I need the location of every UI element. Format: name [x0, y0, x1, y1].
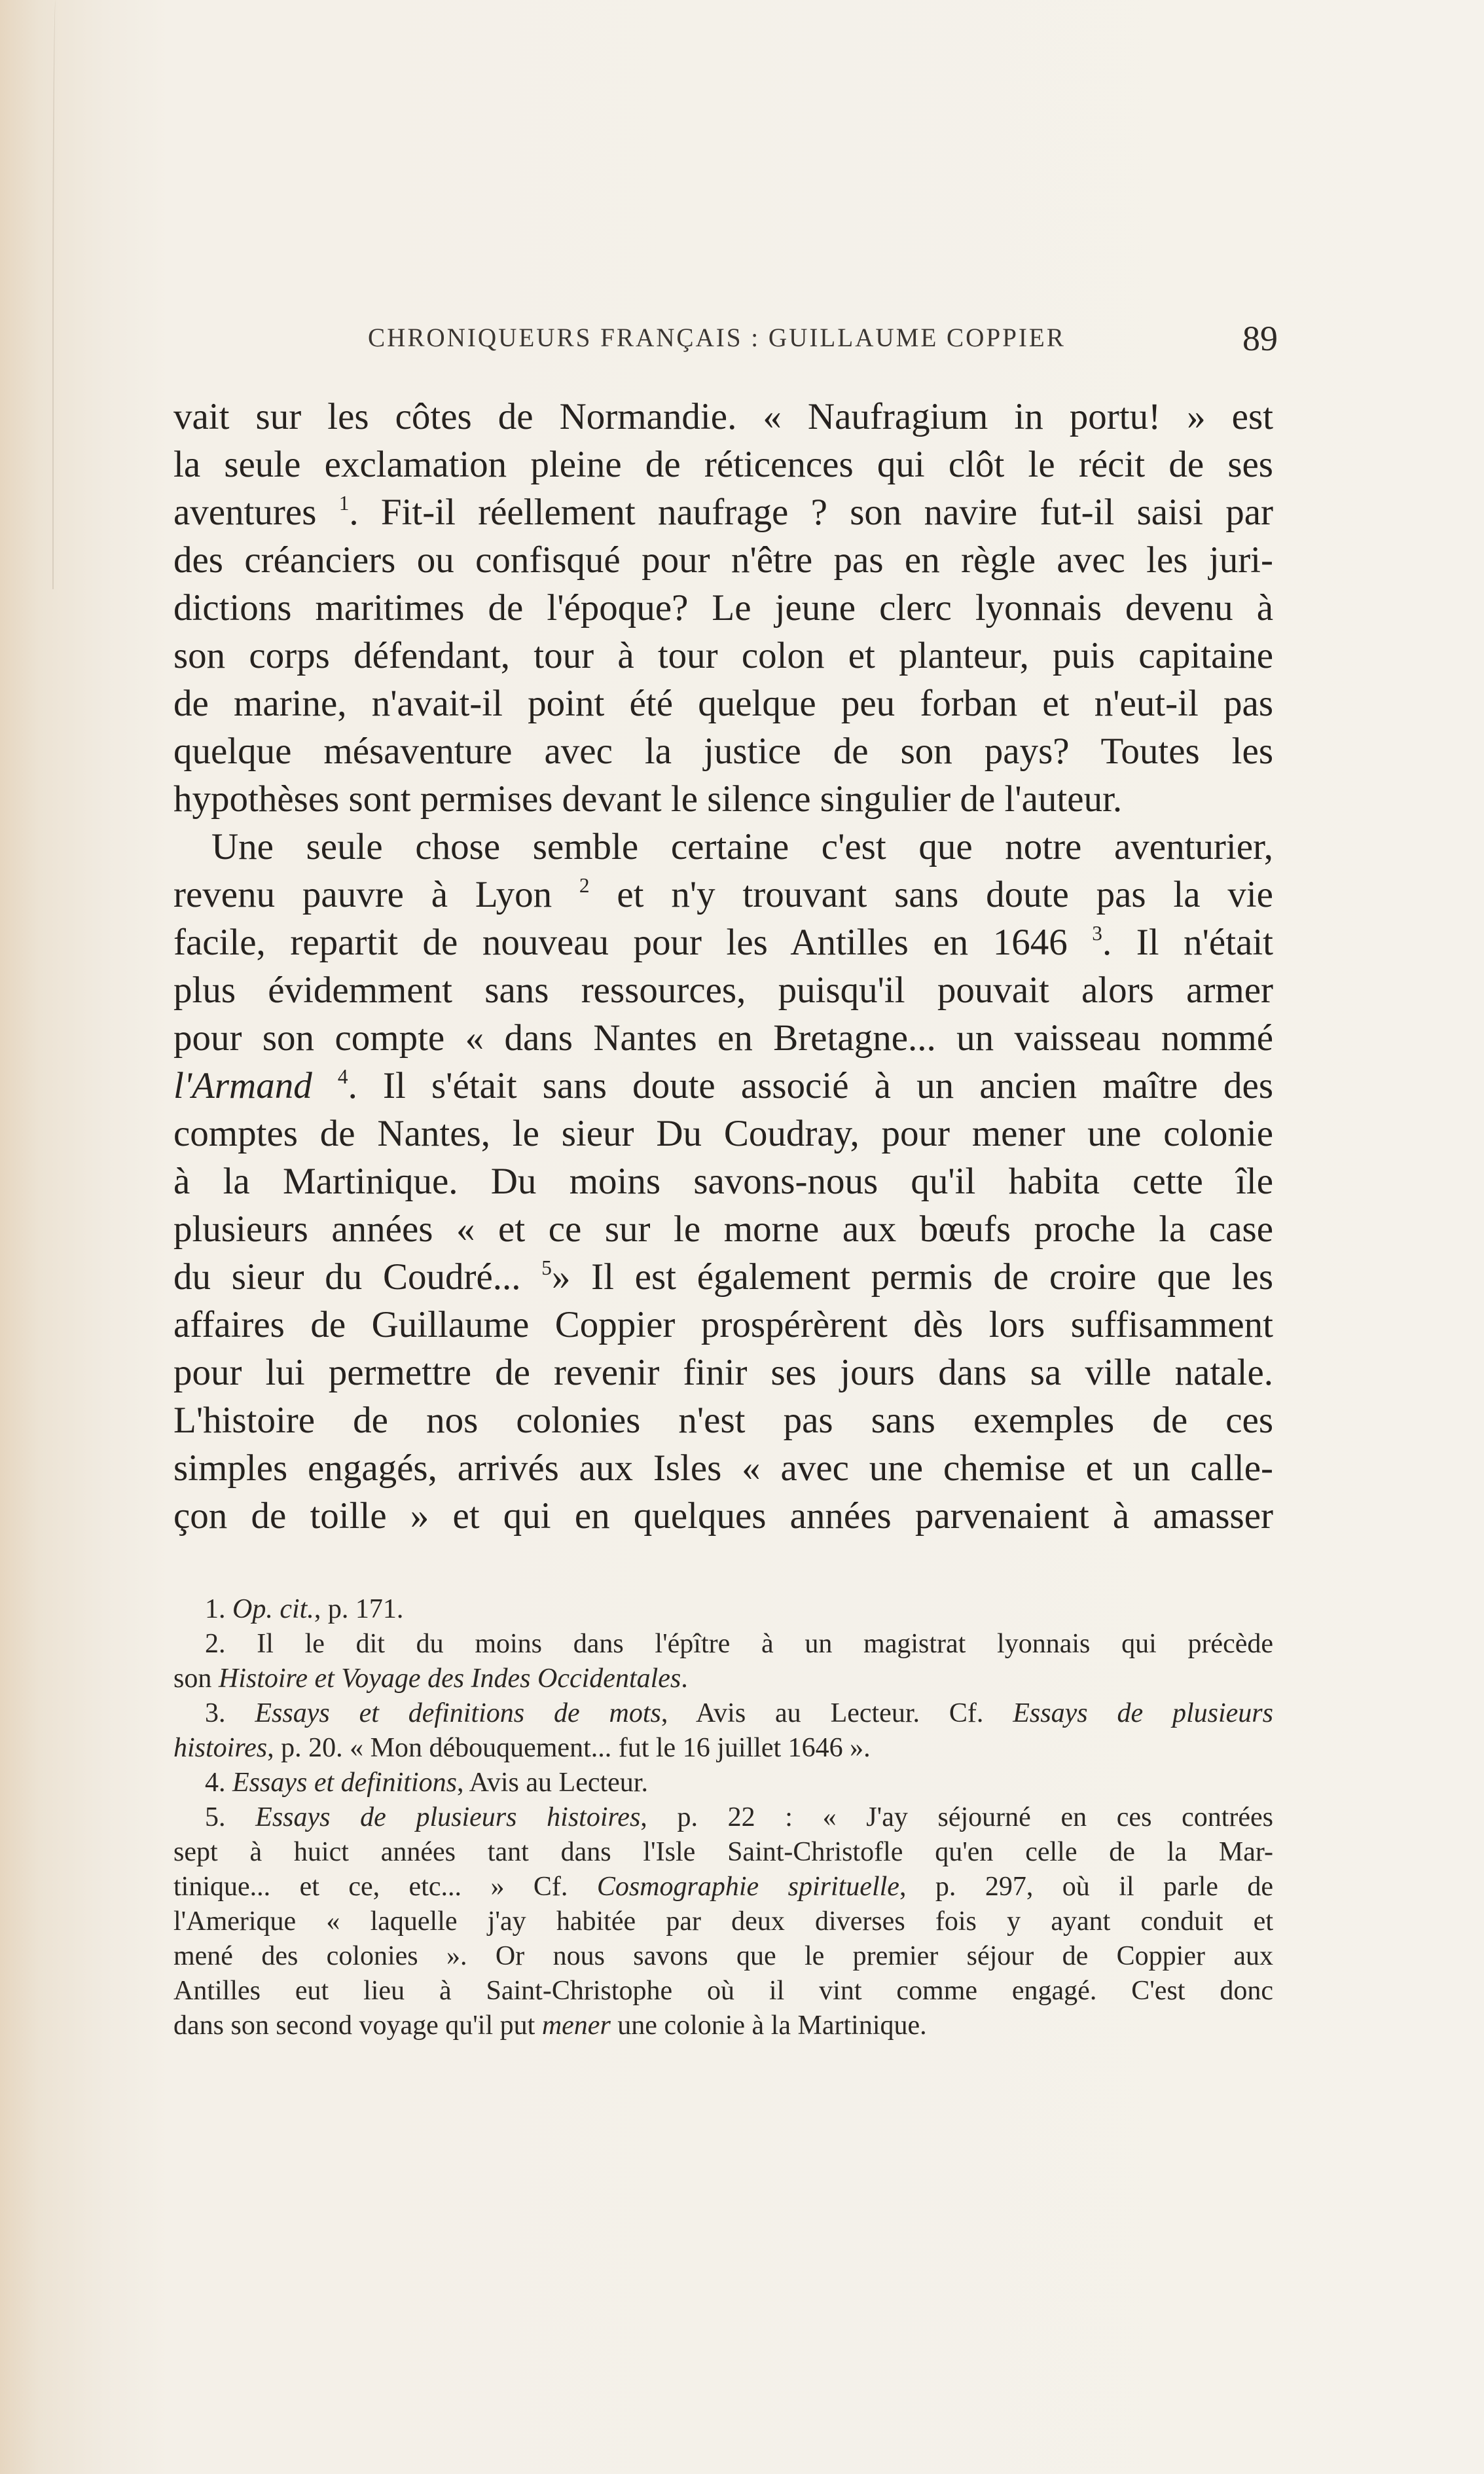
text-run: son: [173, 1664, 219, 1694]
text-run: du sieur du Coudré...: [173, 1256, 542, 1298]
italic-title: Op. cit.: [232, 1594, 314, 1624]
text-run: .: [681, 1664, 688, 1694]
italic-title: histoires: [173, 1733, 268, 1763]
body-line: [173, 871, 1273, 919]
text-run: . Fit-il réellement naufrage ? son navire fut-il saisi par: [349, 492, 1273, 533]
footnote-line: [173, 1974, 1273, 2009]
text-run: dictions maritimes de l'époque? Le jeune clerc lyonnais devenu à: [173, 587, 1273, 628]
footnote-reference: 5: [541, 1256, 552, 1280]
footnote-line: [173, 1766, 1273, 1800]
body-line: [173, 1110, 1273, 1157]
text-run: pour lui permettre de revenir finir ses jours dans sa ville natale.: [173, 1352, 1273, 1393]
text-run: , p. 171.: [314, 1594, 404, 1624]
body-line: [173, 1349, 1273, 1396]
running-head: [368, 319, 1278, 358]
body-line: [173, 919, 1273, 966]
text-run: une colonie à la Martinique.: [610, 2010, 927, 2041]
body-line: [173, 632, 1273, 680]
footnote-line: [173, 1904, 1273, 1939]
page-number: 89: [1242, 319, 1278, 358]
footnote-line: [173, 1592, 1273, 1627]
body-line: [173, 536, 1273, 584]
text-run: de marine, n'avait-il point été quelque peu forban et n'eut-il pas: [173, 683, 1273, 724]
footnote-line: [173, 1835, 1273, 1870]
text-run: çon de toille » et qui en quelques années parvenaient à amasser: [173, 1495, 1273, 1537]
text-run: facile, repartit de nouveau pour les Antilles en 1646: [173, 922, 1093, 963]
body-line: [173, 1157, 1273, 1205]
body-line: [173, 1253, 1273, 1301]
italic-title: Essays et definitions de mots: [255, 1698, 661, 1728]
text-run: mené des colonies ». Or nous savons que le premier séjour de Coppier aux: [173, 1941, 1273, 1971]
body-line: [173, 1301, 1273, 1349]
footnote-line: [173, 1662, 1273, 1696]
body-line: [173, 1396, 1273, 1444]
text-run: L'histoire de nos colonies n'est pas sans exemples de ces: [173, 1400, 1273, 1441]
body-line: [173, 727, 1273, 775]
body-line: [173, 1014, 1273, 1062]
italic-title: Essays de plusieurs histoires: [255, 1802, 641, 1832]
body-line: [173, 393, 1273, 441]
body-text: [173, 393, 1273, 1540]
body-line: [173, 1492, 1273, 1540]
text-run: , p. 297, où il parle de: [899, 1872, 1273, 1902]
text-run: son corps défendant, tour à tour colon et planteur, puis capitaine: [173, 635, 1273, 676]
text-run: , Avis au Lecteur.: [456, 1768, 648, 1798]
text-run: quelque mésaventure avec la justice de son pays? Toutes les: [173, 731, 1273, 772]
text-run: plus évidemment sans ressources, puisqu'il pouvait alors armer: [173, 970, 1273, 1011]
text-run: , Avis au Lecteur. Cf.: [661, 1698, 1013, 1728]
text-run: pour son compte « dans Nantes en Bretagne... un vaisseau nommé: [173, 1017, 1273, 1059]
footnote-reference: 1: [338, 492, 350, 515]
text-run: . Il s'était sans doute associé à un ancien maître des: [348, 1065, 1273, 1106]
text-run: . Il n'était: [1102, 922, 1274, 963]
text-run: hypothèses sont permises devant le silence singulier de l'auteur.: [173, 778, 1123, 820]
italic-title: Essays et definitions: [232, 1768, 457, 1798]
body-line: [173, 823, 1273, 871]
footnote-line: [173, 1731, 1273, 1766]
footnote-line: [173, 2009, 1273, 2043]
italic-title: Histoire et Voyage des Indes Occidentales: [218, 1664, 681, 1694]
footnote-line: [173, 1939, 1273, 1974]
text-run: dans son second voyage qu'il put: [173, 2010, 542, 2041]
text-run: 2. Il le dit du moins dans l'épître à un magistrat lyonnais qui précède: [205, 1629, 1273, 1659]
text-run: , p. 20. « Mon débouquement... fut le 16 juillet 1646 ».: [267, 1733, 871, 1763]
text-run: l'Amerique « laquelle j'ay habitée par deux diverses fois y ayant conduit et: [173, 1906, 1273, 1937]
footnote-reference: 2: [579, 874, 590, 898]
text-run: Une seule chose semble certaine c'est que notre aventurier,: [211, 826, 1273, 867]
text-run: tinique... et ce, etc... » Cf.: [173, 1872, 597, 1902]
text-run: » Il est également permis de croire que les: [551, 1256, 1273, 1298]
text-run: comptes de Nantes, le sieur Du Coudray, pour mener une colonie: [173, 1113, 1273, 1154]
text-run: à la Martinique. Du moins savons-nous qu'il habita cette île: [173, 1161, 1273, 1202]
body-line: [173, 1444, 1273, 1492]
footnote-line: [173, 1800, 1273, 1835]
body-line: [173, 966, 1273, 1014]
body-line: [173, 584, 1273, 632]
text-run: revenu pauvre à Lyon: [173, 874, 579, 915]
footnote-reference: 4: [337, 1065, 348, 1089]
text-run: affaires de Guillaume Coppier prospérèrent dès lors suffisamment: [173, 1304, 1273, 1345]
body-line: [173, 441, 1273, 488]
text-run: 3.: [205, 1698, 255, 1728]
footnote-line: [173, 1870, 1273, 1904]
footnote-line: [173, 1696, 1273, 1731]
italic-title: l'Armand: [173, 1065, 312, 1106]
body-line: [173, 488, 1273, 536]
text-run: Antilles eut lieu à Saint-Christophe où il vint comme engagé. C'est donc: [173, 1976, 1273, 2006]
running-title: CHRONIQUEURS FRANÇAIS : GUILLAUME COPPIER: [368, 323, 1066, 352]
italic-title: Cosmographie spirituelle: [596, 1872, 899, 1902]
text-run: , p. 22 : « J'ay séjourné en ces contrées: [640, 1802, 1274, 1832]
body-line: [173, 775, 1273, 823]
body-line: [173, 1062, 1273, 1110]
text-run: la seule exclamation pleine de réticences qui clôt le récit de ses: [173, 444, 1273, 485]
text-run: sept à huict années tant dans l'Isle Saint-Christofle qu'en celle de la Mar-: [173, 1837, 1273, 1867]
text-run: plusieurs années « et ce sur le morne aux bœufs proche la case: [173, 1209, 1273, 1250]
body-line: [173, 1205, 1273, 1253]
italic-title: Essays de plusieurs: [1013, 1698, 1273, 1728]
text-run: des créanciers ou confisqué pour n'être pas en règle avec les juri-: [173, 539, 1273, 581]
text-run: aventures: [173, 492, 339, 533]
text-run: et n'y trouvant sans doute pas la vie: [589, 874, 1273, 915]
page-curl-shadow: [52, 0, 58, 589]
footnotes: [173, 1592, 1273, 2043]
footnote-line: [173, 1627, 1273, 1662]
text-run: vait sur les côtes de Normandie. « Naufragium in portu! » est: [173, 396, 1273, 437]
text-run: [312, 1065, 338, 1106]
body-line: [173, 680, 1273, 727]
text-run: 4.: [205, 1768, 232, 1798]
text-run: 5.: [205, 1802, 256, 1832]
footnote-reference: 3: [1092, 922, 1102, 945]
text-run: simples engagés, arrivés aux Isles « avec une chemise et un calle-: [173, 1447, 1273, 1489]
italic-title: mener: [541, 2010, 611, 2041]
text-run: 1.: [205, 1594, 232, 1624]
